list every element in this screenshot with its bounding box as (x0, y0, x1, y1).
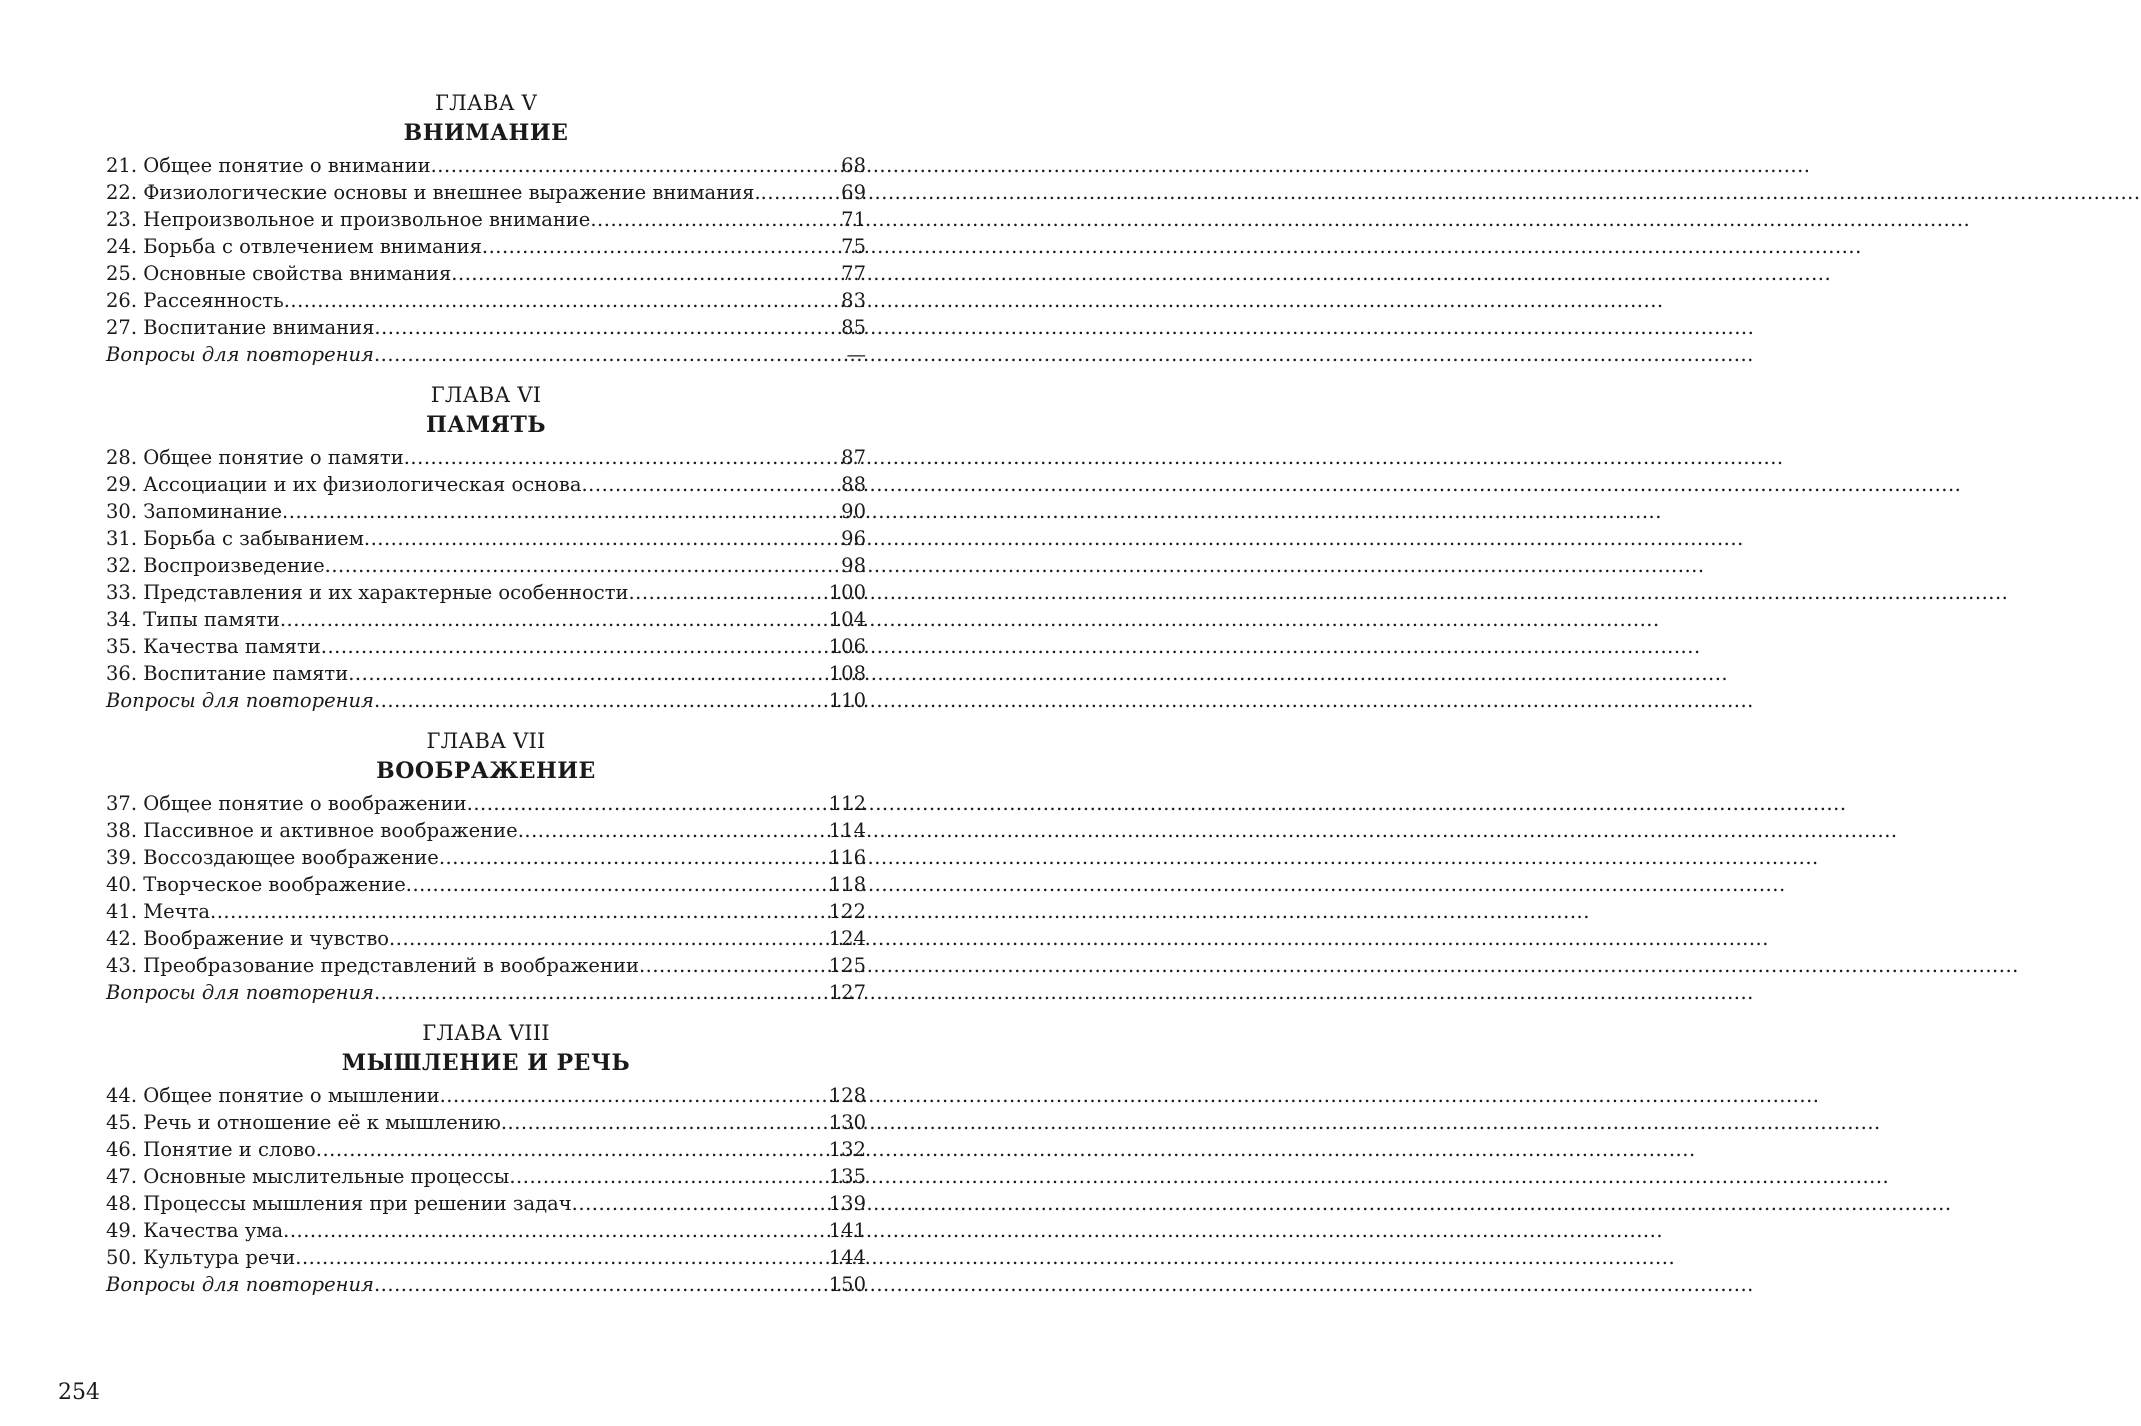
dot-leader (325, 552, 842, 579)
dot-leader (295, 1244, 829, 1271)
toc-entry-page: 88 (841, 473, 866, 496)
toc-review-page: 150 (828, 1273, 866, 1296)
dot-leader (581, 471, 841, 498)
toc-entry[interactable] (106, 1136, 866, 1163)
toc-entry-title: 35. Качества памяти (106, 635, 321, 658)
toc-entry[interactable] (106, 817, 866, 844)
toc-entry[interactable] (106, 871, 866, 898)
toc-entry-title: 28. Общее понятие о памяти (106, 446, 404, 469)
toc-review-title: Вопросы для повторения (106, 1273, 374, 1296)
toc-entry-title: 42. Воображение и чувство (106, 927, 390, 950)
toc-entry[interactable] (106, 152, 866, 179)
toc-entry[interactable] (106, 1109, 866, 1136)
toc-review-page: 127 (828, 981, 866, 1004)
dot-leader (440, 1082, 829, 1109)
toc-entry-page: 135 (828, 1165, 866, 1188)
dot-leader (284, 287, 841, 314)
toc-entry[interactable] (106, 660, 866, 687)
toc-entry-title: 50. Культура речи (106, 1246, 296, 1269)
chapter-title: МЫШЛЕНИЕ И РЕЧЬ (341, 1050, 631, 1076)
dot-leader (374, 687, 829, 714)
dot-leader (210, 898, 829, 925)
dot-leader (404, 444, 841, 471)
toc-entry-title: 24. Борьба с отвлечением внимания (106, 235, 482, 258)
toc-entry-page: 77 (841, 262, 866, 285)
toc-review-entry[interactable] (106, 1271, 866, 1298)
toc-entry[interactable] (106, 1217, 866, 1244)
toc-entry-page: 98 (841, 554, 866, 577)
toc-entry-title: 45. Речь и отношение её к мышлению (106, 1111, 501, 1134)
dot-leader (439, 844, 829, 871)
dot-leader (590, 206, 841, 233)
toc-entry[interactable] (106, 206, 866, 233)
toc-review-page: 110 (828, 689, 866, 712)
toc-entry[interactable] (106, 1244, 866, 1271)
toc-entry[interactable] (106, 925, 866, 952)
toc-entry[interactable] (106, 233, 866, 260)
toc-entry-page: 96 (841, 527, 866, 550)
toc-entry-title: 21. Общее понятие о внимании (106, 154, 431, 177)
toc-entry-title: 43. Преобразование представлений в воображении (106, 954, 639, 977)
dot-leader (628, 579, 828, 606)
toc-entry-page: 68 (841, 154, 866, 177)
toc-entry-page: 125 (828, 954, 866, 977)
dot-leader (316, 1136, 829, 1163)
toc-entry-page: 75 (841, 235, 866, 258)
toc-entry-page: 139 (828, 1192, 866, 1215)
dot-leader (501, 1109, 829, 1136)
toc-entry-page: 132 (828, 1138, 866, 1161)
chapter-section (106, 728, 866, 1006)
toc-entry-page: 124 (828, 927, 866, 950)
toc-entry-page: 71 (841, 208, 866, 231)
toc-entry[interactable] (106, 444, 866, 471)
toc-entry-title: 34. Типы памяти (106, 608, 280, 631)
dot-leader (374, 1271, 829, 1298)
toc-entry[interactable] (106, 579, 866, 606)
toc-entry[interactable] (106, 633, 866, 660)
toc-entry-page: 114 (828, 819, 866, 842)
toc-entry-page: 130 (828, 1111, 866, 1134)
toc-entry-page: 87 (841, 446, 866, 469)
toc-entry-title: 41. Мечта (106, 900, 211, 923)
toc-entry-title: 49. Качества ума (106, 1219, 284, 1242)
chapter-label: ГЛАВА V (435, 91, 537, 115)
toc-entry[interactable] (106, 314, 866, 341)
toc-entry-page: 118 (828, 873, 866, 896)
dot-leader (639, 952, 829, 979)
toc-review-entry[interactable] (106, 341, 866, 368)
toc-entry-title: 46. Понятие и слово (106, 1138, 316, 1161)
toc-entry[interactable] (106, 179, 866, 206)
toc-entry[interactable] (106, 952, 866, 979)
dot-leader (374, 341, 847, 368)
toc-review-page: — (846, 343, 866, 366)
dot-leader (482, 233, 841, 260)
dot-leader (374, 314, 841, 341)
toc-review-entry[interactable] (106, 979, 866, 1006)
toc-entry[interactable] (106, 844, 866, 871)
toc-entry[interactable] (106, 790, 866, 817)
toc-entry-page: 144 (828, 1246, 866, 1269)
toc-entry-title: 22. Физиологические основы и внешнее выражение внимания. (106, 181, 761, 204)
dot-leader (283, 1217, 829, 1244)
toc-entry-page: 106 (828, 635, 866, 658)
toc-entry-page: 108 (828, 662, 866, 685)
chapter-title: ВНИМАНИЕ (403, 120, 569, 146)
chapter-title: ВООБРАЖЕНИЕ (376, 758, 596, 784)
toc-entry-title: 30. Запоминание (106, 500, 283, 523)
toc-entry[interactable] (106, 898, 866, 925)
dot-leader (451, 260, 841, 287)
dot-leader (518, 817, 829, 844)
toc-entry-page: 69 (841, 181, 866, 204)
chapter-title: ПАМЯТЬ (426, 412, 546, 438)
toc-entry[interactable] (106, 260, 866, 287)
toc-entry-page: 85 (841, 316, 866, 339)
toc-entry-page: 122 (828, 900, 866, 923)
toc-entry-title: 44. Общее понятие о мышлении (106, 1084, 440, 1107)
dot-leader (467, 790, 829, 817)
toc-entry-page: 116 (828, 846, 866, 869)
toc-entry-title: 31. Борьба с забыванием (106, 527, 364, 550)
dot-leader (321, 633, 829, 660)
toc-entry-title: 23. Непроизвольное и произвольное внимание (106, 208, 591, 231)
chapter-section (106, 382, 866, 714)
toc-entry-title: 26. Рассеянность (106, 289, 284, 312)
chapter-label: ГЛАВА VI (430, 383, 542, 407)
toc-entry-page: 100 (828, 581, 866, 604)
toc-entry[interactable] (106, 1082, 866, 1109)
dot-leader (282, 498, 841, 525)
toc-entry-title: 32. Воспроизведение (106, 554, 325, 577)
dot-leader (280, 606, 829, 633)
toc-entry-title: 33. Представления и их характерные особенности (106, 581, 629, 604)
page-number: 254 (58, 1380, 100, 1405)
dot-leader (406, 871, 829, 898)
dot-leader (364, 525, 841, 552)
table-of-contents (106, 88, 866, 1298)
toc-entry-title: 47. Основные мыслительные процессы (106, 1165, 510, 1188)
dot-leader (572, 1190, 829, 1217)
toc-review-entry[interactable] (106, 687, 866, 714)
toc-entry-title: 38. Пассивное и активное воображение (106, 819, 518, 842)
toc-review-title: Вопросы для повторения (106, 689, 374, 712)
chapter-label: ГЛАВА VIII (422, 1021, 550, 1045)
toc-entry[interactable] (106, 471, 866, 498)
toc-entry-page: 90 (841, 500, 866, 523)
chapter-label: ГЛАВА VII (426, 729, 546, 753)
toc-entry-title: 39. Воссоздающее воображение (106, 846, 439, 869)
toc-entry[interactable] (106, 498, 866, 525)
chapter-section (106, 1020, 866, 1298)
dot-leader (389, 925, 829, 952)
toc-entry[interactable] (106, 1163, 866, 1190)
dot-leader (374, 979, 829, 1006)
dot-leader (348, 660, 829, 687)
toc-entry-title: 36. Воспитание памяти (106, 662, 349, 685)
dot-leader (761, 179, 842, 206)
toc-entry-title: 48. Процессы мышления при решении задач (106, 1192, 572, 1215)
toc-entry-page: 112 (828, 792, 866, 815)
toc-entry[interactable] (106, 1190, 866, 1217)
toc-entry-page: 104 (828, 608, 866, 631)
toc-entry-title: 27. Воспитание внимания (106, 316, 375, 339)
toc-entry-page: 83 (841, 289, 866, 312)
toc-entry[interactable] (106, 606, 866, 633)
toc-entry-title: 29. Ассоциации и их физиологическая основа (106, 473, 582, 496)
chapter-section (106, 90, 866, 368)
toc-entry-page: 141 (828, 1219, 866, 1242)
toc-entry-title: 25. Основные свойства внимания (106, 262, 452, 285)
dot-leader (509, 1163, 828, 1190)
toc-entry[interactable] (106, 552, 866, 579)
toc-entry-title: 40. Творческое воображение (106, 873, 406, 896)
toc-entry-page: 128 (828, 1084, 866, 1107)
toc-entry[interactable] (106, 287, 866, 314)
dot-leader (431, 152, 842, 179)
toc-review-title: Вопросы для повторения (106, 343, 374, 366)
toc-review-title: Вопросы для повторения (106, 981, 374, 1004)
toc-entry[interactable] (106, 525, 866, 552)
toc-entry-title: 37. Общее понятие о воображении (106, 792, 467, 815)
